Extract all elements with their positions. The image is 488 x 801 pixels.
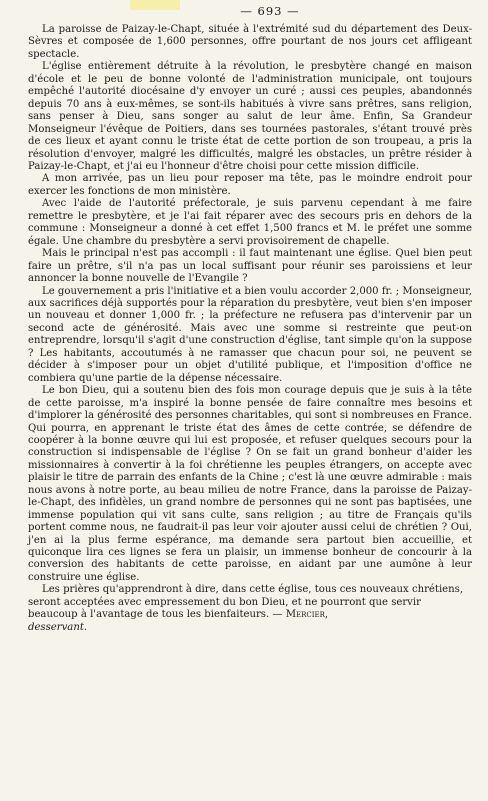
paragraph: Mais le principal n'est pas accompli : il faut maintenant une église. Quel bien peut faire un prêtre, s'il n'a pas un local suffisant pour réunir ses paroissiens et leur annoncer la bonne nouvelle de l'Evangile ? xyxy=(28,248,472,285)
article-body xyxy=(28,24,472,634)
page-number: — 693 — xyxy=(240,4,300,18)
paragraph: L'église entièrement détruite à la révolution, le presbytère changé en maison d'école et le peu de bonne volonté de l'administration municipale, ont toujours empêché l'autorité diocésaine d'y envoyer un curé ; aussi ces peuples, abandonnés depuis 70 ans à eux-mêmes, se sont-ils habitués à vivre sans prêtres, sans religion, sans penser à Dieu, sans songer au salut de leur âme. Enfin, Sa Grandeur Monseigneur l'évêque de Poitiers, dans ses tournées pastorales, s'étant trouvé près de ces lieux et ayant connu le triste état de cette portion de son troupeau, a pris la résolution d'envoyer, malgré les difficultés, malgré les obstacles, un prêtre résider à Paizay-le-Chapt, et j'ai eu l'honneur d'être choisi pour cette mission difficile. xyxy=(28,61,472,172)
paragraph: Le gouvernement a pris l'initiative et a bien voulu accorder 2,000 fr. ; Monseigneur, aux sacrifices déjà supportés pour la réparation du presbytère, veut bien s'en imposer un nouveau et donner 1,000 fr. ; la préfecture ne refusera pas d'intervenir par un second acte de générosité. Mais avec une somme si restreinte que peut-on entreprendre, lorsqu'il s'agit d'une construction d'église, tant simple qu'on la suppose ? Les habitants, accoutumés à ne ramasser que chacun pour soi, ne peuvent se décider à s'imposer pour un objet d'utilité publique, et l'imposition d'office ne combiera qu'une partie de la dépense nécessaire. xyxy=(28,285,472,384)
paragraph-text: Les prières qu'apprendront à dire, dans cette église, tous ces nouveaux chrétiens, seront acceptées avec empressement du bon Dieu, et ne pourront que servir beaucoup à l'avantage de tous les bienfaiteurs. xyxy=(28,584,464,621)
highlight-mark xyxy=(130,0,180,10)
closing-paragraph: Les prières qu'apprendront à dire, dans cette église, tous ces nouveaux chrétiens, seront acceptées avec empressement du bon Dieu, et ne pourront que servir beaucoup à l'avantage de tous les bienfaiteurs. — Mercier, desservant. xyxy=(28,584,464,633)
signature-name: Mercier, xyxy=(285,609,329,621)
paragraph: Avec l'aide de l'autorité préfectorale, je suis parvenu cependant à me faire remettre le presbytère, et je l'ai fait réparer avec des secours pris en dehors de la commune : Monseigneur a donné à cet effet 1,500 francs et M. le préfet une somme égale. Une chambre du presbytère a servi provisoirement de chapelle. xyxy=(28,198,472,247)
paragraph: A mon arrivée, pas un lieu pour reposer ma tête, pas le moindre endroit pour exercer les fonctions de mon ministère. xyxy=(28,173,472,197)
paragraph: Le bon Dieu, qui a soutenu bien des fois mon courage depuis que je suis à la tête de cette paroisse, m'a inspiré la bonne pensée de faire connaître mes besoins et d'implorer la générosité des personnes charitables, qui sont si nombreuses en France. Qui pourra, en apprenant le triste état des âmes de cette contrée, se défendre de coopérer à la bonne œuvre qui lui est proposée, et refuser quelques secours pour la construction si indispensable de l'église ? On se fait un grand bonheur d'aider les missionnaires à convertir à la foi chrétienne les peuples étrangers, on accepte avec plaisir le titre de parrain des enfants de la Chine ; c'est là une œuvre admirable : mais nous avons à notre porte, au beau milieu de notre France, dans la paroisse de Paizay-le-Chapt, des infidèles, un grand nombre de personnes qui ne sont pas baptisées, une immense population qui vit sans culte, sans religion ; au titre de Français qu'ils portent comme nous, ne faudrait-il pas leur voir ajouter aussi celui de chrétien ? Oui, j'en ai la plus ferme espérance, ma demande sera partout bien accueillie, et quiconque lira ces lignes se fera un plaisir, un immense bonheur de concourir à la conversion des habitants de cette paroisse, en aidant par une aumône à leur construire une église. xyxy=(28,385,472,583)
signature-role: desservant. xyxy=(28,621,88,633)
paragraph: La paroisse de Paizay-le-Chapt, située à l'extrémité sud du département des Deux-Sèvres et composée de 1,600 personnes, offre pourtant de nos jours cet affligeant spectacle. xyxy=(28,24,472,60)
